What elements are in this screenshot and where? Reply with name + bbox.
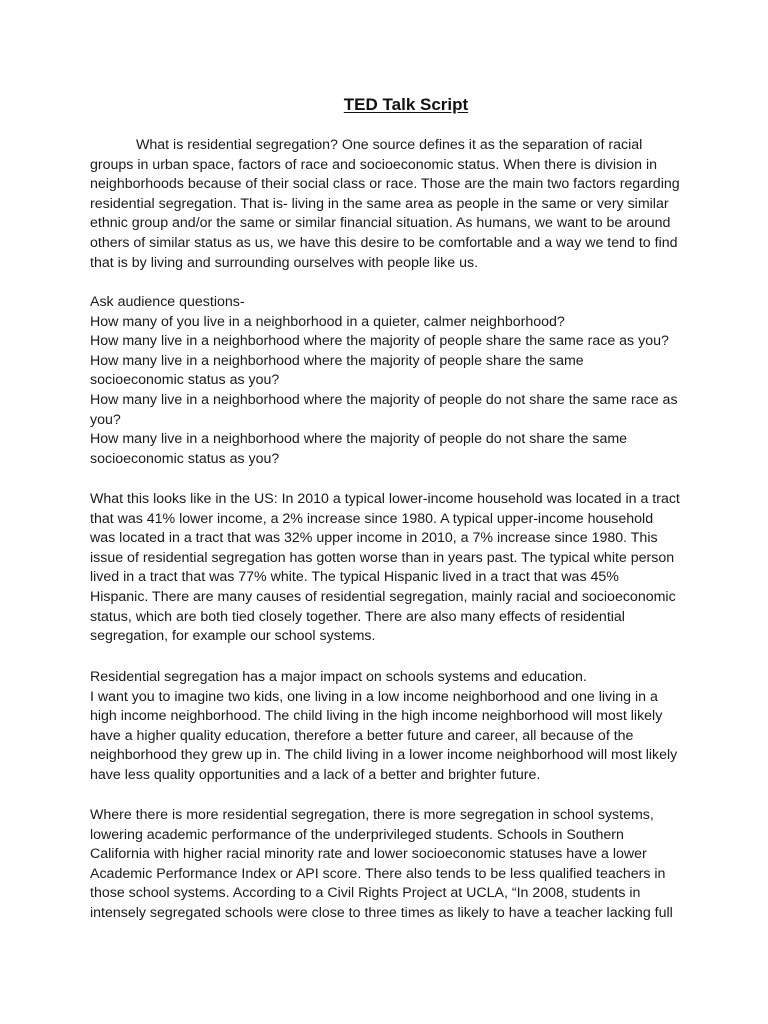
text-line: lowering academic performance of the underprivileged students. Schools in Southern xyxy=(90,826,624,843)
text-line: socioeconomic status as you? xyxy=(90,450,280,467)
text-line: How many live in a neighborhood where the majority of people share the same xyxy=(90,352,584,369)
text-line: I want you to imagine two kids, one living in a low income neighborhood and one living in a xyxy=(90,688,658,705)
text-line: have less quality opportunities and a lack of a better and brighter future. xyxy=(90,766,541,783)
text-line: issue of residential segregation has gotten worse than in years past. The typical white person xyxy=(90,549,675,566)
text-line: How many live in a neighborhood where the majority of people do not share the same race as xyxy=(90,391,678,408)
text-line: California with higher racial minority rate and lower socioeconomic statuses have a lower xyxy=(90,846,647,863)
text-line: Hispanic. There are many causes of residential segregation, mainly racial and socioeconomic xyxy=(90,588,676,605)
text-line: socioeconomic status as you? xyxy=(90,372,280,389)
text-line: residential segregation. That is- living in the same area as people in the same or very similar xyxy=(90,195,669,212)
text-line: was located in a tract that was 32% upper income in 2010, a 7% increase since 1980. This xyxy=(90,530,658,547)
text-line: Academic Performance Index or API score. There also tends to be less qualified teachers in xyxy=(90,865,666,882)
page-title: TED Talk Script xyxy=(343,95,469,114)
text-line: Ask audience questions- xyxy=(90,294,245,310)
text-line: those school systems. According to a Civil Rights Project at UCLA, “In 2008, students in xyxy=(90,885,641,902)
text-line: Residential segregation has a major impact on schools systems and education. xyxy=(90,669,587,685)
paragraph-schools-impact xyxy=(90,668,690,786)
paragraph-questions xyxy=(90,293,690,469)
text-line: How many live in a neighborhood where the majority of people share the same race as you? xyxy=(90,333,669,350)
text-line: others of similar status as us, we have this desire to be comfortable and a way we tend to find xyxy=(90,234,678,251)
text-line: high income neighborhood. The child living in the high income neighborhood will most likely xyxy=(90,708,663,725)
text-line: that is by living and surrounding ourselves with people like us. xyxy=(90,254,479,271)
text-line: have a higher quality education, therefore a better future and career, all because of the xyxy=(90,727,634,744)
paragraph-us-stats xyxy=(90,490,690,647)
text-line: groups in urban space, factors of race and socioeconomic status. When there is division in xyxy=(90,156,658,173)
text-line: segregation, for example our school systems. xyxy=(90,628,376,645)
text-line: ethnic group and/or the same or similar financial situation. As humans, we want to be around xyxy=(90,215,671,232)
paragraph-school-segregation xyxy=(90,806,690,924)
text-line: lived in a tract that was 77% white. The typical Hispanic lived in a tract that was 45% xyxy=(90,569,619,586)
text-line: neighborhoods because of their social class or race. Those are the main two factors regarding xyxy=(90,176,680,193)
text-line: neighborhood they grew up in. The child living in a lower income neighborhood will most likely xyxy=(90,747,678,764)
paragraph-intro xyxy=(90,136,690,273)
text-line: you? xyxy=(90,411,121,428)
text-line: intensely segregated schools were close to three times as likely to have a teacher lacking full xyxy=(90,904,673,921)
text-line: status, which are both tied closely together. There are also many effects of residential xyxy=(90,608,625,625)
text-line: How many of you live in a neighborhood in a quieter, calmer neighborhood? xyxy=(90,313,565,330)
text-line: How many live in a neighborhood where the majority of people do not share the same xyxy=(90,431,628,448)
text-line: that was 41% lower income, a 2% increase since 1980. A typical upper-income household xyxy=(90,510,654,527)
text-line: What this looks like in the US: In 2010 a typical lower-income household was located in a tract xyxy=(90,491,680,507)
text-line: Where there is more residential segregation, there is more segregation in school systems, xyxy=(90,807,654,823)
text-line: What is residential segregation? One source defines it as the separation of racial xyxy=(136,137,643,153)
